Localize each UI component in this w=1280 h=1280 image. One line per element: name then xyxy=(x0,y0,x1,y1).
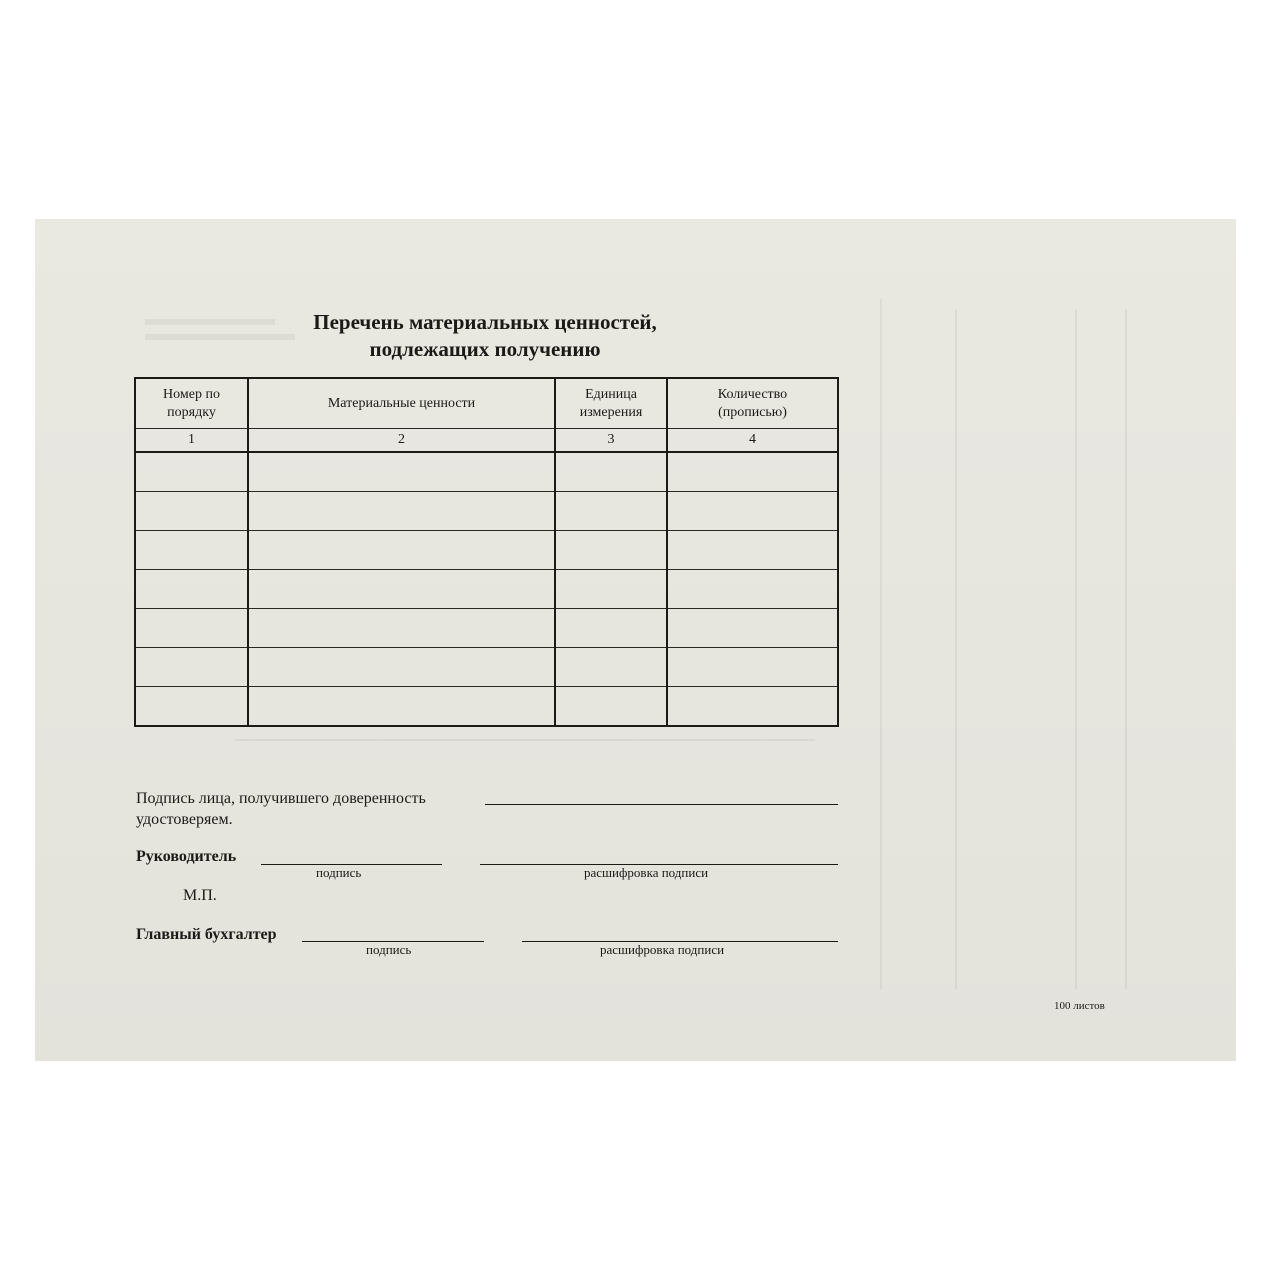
cell-unit[interactable] xyxy=(555,492,667,531)
cell-materials[interactable] xyxy=(248,687,555,727)
form-title xyxy=(285,309,685,363)
cell-materials[interactable] xyxy=(248,570,555,609)
cell-number[interactable] xyxy=(135,531,248,570)
bleed-through-line xyxy=(955,309,957,989)
column-number-2: 2 xyxy=(248,429,555,453)
director-label: Руководитель xyxy=(136,848,237,865)
cell-quantity[interactable] xyxy=(667,570,838,609)
header-unit xyxy=(555,378,667,429)
accountant-signature-caption: подпись xyxy=(366,942,412,957)
cell-unit[interactable] xyxy=(555,570,667,609)
column-number-1: 1 xyxy=(135,429,248,453)
cell-quantity[interactable] xyxy=(667,609,838,648)
form-title-line-2: подлежащих получению xyxy=(369,337,601,361)
bleed-through-line xyxy=(1125,309,1127,989)
header-quantity xyxy=(667,378,838,429)
table-row[interactable] xyxy=(135,687,838,727)
bleed-through-text xyxy=(145,334,295,340)
table-row[interactable] xyxy=(135,570,838,609)
table-header-row xyxy=(135,378,838,429)
recipient-certify-label: удостоверяем. xyxy=(136,811,233,828)
table-row[interactable] xyxy=(135,492,838,531)
bleed-through-line xyxy=(880,299,882,989)
accountant-decoding-caption: расшифровка подписи xyxy=(600,942,725,957)
cell-unit[interactable] xyxy=(555,609,667,648)
cell-unit[interactable] xyxy=(555,687,667,727)
header-number-line-1: Номер по xyxy=(163,386,220,402)
bleed-through-line xyxy=(235,739,815,741)
column-number-4: 4 xyxy=(667,429,838,453)
cell-quantity[interactable] xyxy=(667,687,838,727)
cell-number[interactable] xyxy=(135,570,248,609)
header-unit-line-1: Единица xyxy=(585,386,637,402)
cell-quantity[interactable] xyxy=(667,648,838,687)
header-materials-line-1: Материальные ценности xyxy=(327,395,476,411)
cell-unit[interactable] xyxy=(555,648,667,687)
director-signature-caption: подпись xyxy=(316,865,362,880)
table-row[interactable] xyxy=(135,452,838,492)
column-number-row xyxy=(135,429,838,453)
header-quantity-line-2: (прописью) xyxy=(718,404,787,420)
table-row[interactable] xyxy=(135,648,838,687)
cell-materials[interactable] xyxy=(248,452,555,492)
materials-table xyxy=(134,377,839,727)
form-sheet xyxy=(35,219,1236,1061)
accountant-label: Главный бухгалтер xyxy=(136,926,277,943)
header-unit-line-2: измерения xyxy=(579,404,643,420)
bleed-through-text xyxy=(145,319,275,325)
table-row[interactable] xyxy=(135,609,838,648)
cell-materials[interactable] xyxy=(248,609,555,648)
director-decoding-caption: расшифровка подписи xyxy=(584,865,709,880)
bleed-through-line xyxy=(1075,309,1077,989)
column-number-3: 3 xyxy=(555,429,667,453)
recipient-signature-line[interactable] xyxy=(485,804,838,805)
cell-number[interactable] xyxy=(135,609,248,648)
header-number xyxy=(135,378,248,429)
cell-materials[interactable] xyxy=(248,531,555,570)
cell-number[interactable] xyxy=(135,492,248,531)
cell-quantity[interactable] xyxy=(667,531,838,570)
header-materials xyxy=(248,378,555,429)
cell-unit[interactable] xyxy=(555,531,667,570)
header-quantity-line-1: Количество xyxy=(717,386,788,402)
cell-number[interactable] xyxy=(135,687,248,727)
cell-quantity[interactable] xyxy=(667,452,838,492)
cell-materials[interactable] xyxy=(248,492,555,531)
form-title-line-1: Перечень материальных ценностей, xyxy=(313,310,657,334)
cell-unit[interactable] xyxy=(555,452,667,492)
cell-materials[interactable] xyxy=(248,648,555,687)
cell-quantity[interactable] xyxy=(667,492,838,531)
header-number-line-2: порядку xyxy=(167,404,216,420)
cell-number[interactable] xyxy=(135,452,248,492)
stamp-label: М.П. xyxy=(183,887,217,904)
recipient-signature-label: Подпись лица, получившего доверенность xyxy=(136,790,426,807)
table-row[interactable] xyxy=(135,531,838,570)
sheet-count: 100 листов xyxy=(1054,1000,1105,1012)
cell-number[interactable] xyxy=(135,648,248,687)
